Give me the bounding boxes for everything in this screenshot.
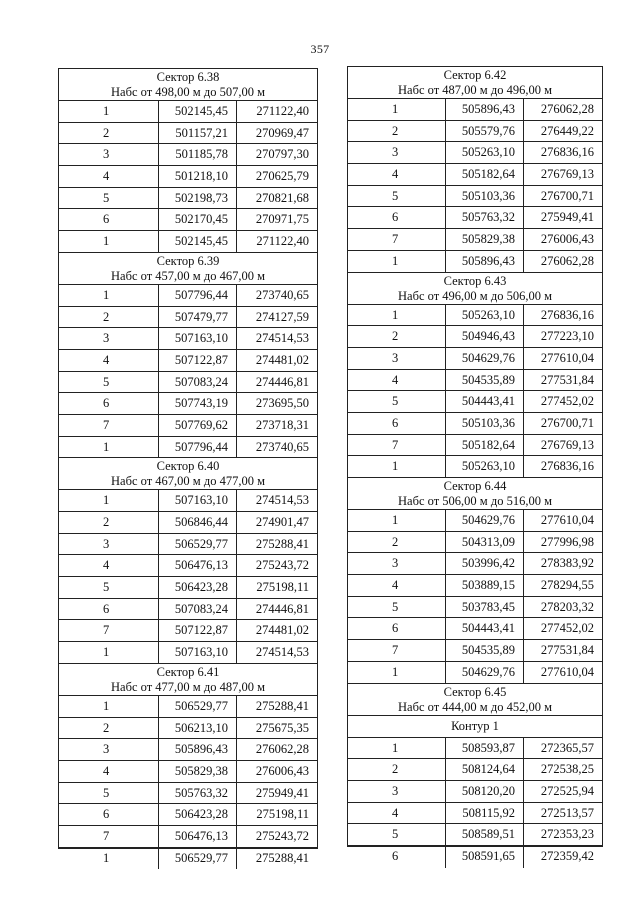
sector-title: Сектор 6.45 (443, 684, 507, 699)
x-coordinate: 505103,36 (446, 413, 524, 434)
table-row (59, 144, 317, 166)
point-number: 5 (348, 186, 446, 207)
point-number: 5 (348, 391, 446, 412)
table-row (59, 696, 317, 718)
x-coordinate: 506529,77 (159, 534, 237, 555)
table-row (348, 370, 602, 392)
x-coordinate: 503783,45 (446, 597, 524, 618)
y-coordinate: 276700,71 (540, 415, 594, 430)
x-coordinate: 507163,10 (159, 328, 237, 349)
table-row (59, 437, 317, 459)
y-coordinate: 276700,71 (540, 188, 594, 203)
table-row (59, 166, 317, 188)
y-coordinate: 276836,16 (540, 459, 594, 474)
table-row (59, 350, 317, 372)
table-row (59, 101, 317, 123)
y-coordinate: 277452,02 (540, 394, 594, 409)
y-coordinate: 277531,84 (540, 643, 594, 658)
sector-title: Сектор 6.41 (156, 664, 220, 679)
x-coordinate: 508591,65 (446, 846, 524, 868)
x-coordinate: 505763,32 (159, 783, 237, 804)
point-number: 1 (59, 848, 159, 870)
point-number: 1 (59, 696, 159, 717)
point-number: 1 (348, 456, 446, 477)
table-row (348, 803, 602, 825)
point-number: 1 (59, 231, 159, 252)
table-row (59, 804, 317, 826)
x-coordinate: 505829,38 (159, 761, 237, 782)
point-number: 4 (59, 555, 159, 576)
page-number: 357 (310, 42, 330, 56)
table-row (348, 553, 602, 575)
point-number: 1 (348, 510, 446, 531)
x-coordinate: 507479,77 (159, 307, 237, 328)
sector-range: Набс от 444,00 м до 452,00 м (398, 699, 552, 714)
y-coordinate: 276062,28 (255, 742, 309, 757)
y-coordinate: 273695,50 (255, 396, 309, 411)
x-coordinate: 508124,64 (446, 759, 524, 780)
point-number: 6 (59, 393, 159, 414)
table-row (348, 575, 602, 597)
point-number: 7 (59, 826, 159, 847)
sector-range: Набс от 457,00 м до 467,00 м (111, 268, 265, 283)
y-coordinate: 278383,92 (540, 556, 594, 571)
y-coordinate: 275288,41 (255, 850, 309, 865)
point-number: 1 (59, 437, 159, 458)
y-coordinate: 275288,41 (255, 698, 309, 713)
sector-header (59, 664, 317, 696)
x-coordinate: 505182,64 (446, 435, 524, 456)
table-row (348, 121, 602, 143)
table-row (59, 123, 317, 145)
sector-header (348, 684, 602, 716)
table-row (348, 391, 602, 413)
y-coordinate: 274901,47 (255, 515, 309, 529)
sector-header (59, 253, 317, 285)
point-number: 1 (59, 642, 159, 663)
table-row (348, 326, 602, 348)
point-number: 2 (348, 326, 446, 347)
y-coordinate: 278294,55 (540, 578, 594, 593)
point-number: 7 (59, 415, 159, 436)
y-coordinate: 270971,75 (255, 212, 309, 227)
y-coordinate: 272353,23 (540, 827, 594, 842)
point-number: 5 (59, 783, 159, 804)
sector-range: Набс от 467,00 м до 477,00 м (111, 474, 265, 489)
table-row (59, 620, 317, 642)
y-coordinate: 277531,84 (540, 372, 594, 387)
x-coordinate: 507083,24 (159, 372, 237, 393)
x-coordinate: 504535,89 (446, 370, 524, 391)
x-coordinate: 505896,43 (159, 739, 237, 760)
x-coordinate: 501157,21 (159, 123, 237, 144)
table-row (59, 642, 317, 664)
point-number: 6 (348, 846, 446, 868)
sector-title: Сектор 6.44 (443, 479, 507, 493)
point-number: 2 (59, 123, 159, 144)
table-row (59, 231, 317, 253)
x-coordinate: 508593,87 (446, 738, 524, 759)
x-coordinate: 507163,10 (159, 490, 237, 511)
point-number: 3 (59, 144, 159, 165)
x-coordinate: 504535,89 (446, 640, 524, 661)
x-coordinate: 508120,20 (446, 781, 524, 802)
table-row (59, 415, 317, 437)
x-coordinate: 504629,76 (446, 662, 524, 683)
sector-range: Набс от 498,00 м до 507,00 м (111, 85, 265, 99)
y-coordinate: 274514,53 (255, 645, 309, 660)
x-coordinate: 502145,45 (159, 231, 237, 252)
y-coordinate: 275243,72 (255, 828, 309, 843)
y-coordinate: 274446,81 (255, 374, 309, 389)
x-coordinate: 507796,44 (159, 437, 237, 458)
y-coordinate: 277610,04 (540, 350, 594, 365)
x-coordinate: 507122,87 (159, 620, 237, 641)
point-number: 2 (348, 532, 446, 553)
point-number: 4 (348, 164, 446, 185)
sector-title: Сектор 6.39 (156, 253, 220, 268)
x-coordinate: 504629,76 (446, 510, 524, 531)
x-coordinate: 506476,13 (159, 826, 237, 847)
point-number: 6 (348, 413, 446, 434)
y-coordinate: 275198,11 (256, 807, 309, 822)
table-row (348, 824, 602, 846)
y-coordinate: 275675,35 (255, 720, 309, 735)
table-row (348, 99, 602, 121)
y-coordinate: 273740,65 (255, 287, 309, 302)
point-number: 1 (348, 662, 446, 683)
y-coordinate: 272538,25 (540, 762, 594, 777)
table-row (348, 186, 602, 208)
left-coordinates-table (58, 68, 318, 865)
table-row (348, 662, 602, 684)
table-row (348, 597, 602, 619)
y-coordinate: 270969,47 (255, 125, 309, 140)
sector-title: Сектор 6.40 (156, 459, 220, 474)
x-coordinate: 504946,43 (446, 326, 524, 347)
y-coordinate: 274481,02 (255, 623, 309, 638)
table-row (59, 739, 317, 761)
sector-range: Набс от 487,00 м до 496,00 м (398, 83, 552, 97)
point-number: 3 (59, 328, 159, 349)
y-coordinate: 274127,59 (255, 309, 309, 324)
y-coordinate: 274514,53 (255, 493, 309, 508)
contour-label: Контур 1 (348, 716, 602, 738)
y-coordinate: 272365,57 (540, 740, 594, 755)
table-row (59, 534, 317, 556)
table-row (59, 577, 317, 599)
y-coordinate: 276769,13 (540, 167, 594, 182)
y-coordinate: 277452,02 (540, 621, 594, 636)
point-number: 5 (348, 597, 446, 618)
point-number: 4 (348, 575, 446, 596)
sector-range: Набс от 496,00 м до 506,00 м (398, 288, 552, 303)
y-coordinate: 277223,10 (540, 329, 594, 344)
x-coordinate: 505263,10 (446, 142, 524, 163)
y-coordinate: 276062,28 (540, 253, 594, 268)
y-coordinate: 270821,68 (255, 190, 309, 205)
point-number: 1 (348, 738, 446, 759)
table-row (348, 251, 602, 273)
table-row (348, 759, 602, 781)
table-row (348, 348, 602, 370)
y-coordinate: 271122,40 (256, 104, 309, 118)
table-row (59, 512, 317, 534)
y-coordinate: 276449,22 (540, 123, 594, 138)
y-coordinate: 275949,41 (540, 210, 594, 225)
x-coordinate: 504443,41 (446, 391, 524, 412)
y-coordinate: 276006,43 (540, 232, 594, 247)
x-coordinate: 501185,78 (159, 144, 237, 165)
table-row (59, 328, 317, 350)
y-coordinate: 276062,28 (540, 102, 594, 116)
x-coordinate: 504629,76 (446, 348, 524, 369)
sector-range: Набс от 506,00 м до 516,00 м (398, 494, 552, 508)
table-row (348, 142, 602, 164)
table-row (348, 846, 602, 868)
point-number: 2 (59, 718, 159, 739)
point-number: 4 (348, 803, 446, 824)
point-number: 6 (59, 804, 159, 825)
table-row (59, 372, 317, 394)
x-coordinate: 506529,77 (159, 696, 237, 717)
y-coordinate: 275243,72 (255, 558, 309, 573)
y-coordinate: 270625,79 (255, 169, 309, 184)
x-coordinate: 506846,44 (159, 512, 237, 533)
table-row (348, 618, 602, 640)
x-coordinate: 505829,38 (446, 229, 524, 250)
point-number: 2 (348, 121, 446, 142)
point-number: 3 (59, 739, 159, 760)
y-coordinate: 277996,98 (540, 534, 594, 549)
table-row (348, 413, 602, 435)
point-number: 2 (59, 307, 159, 328)
table-row (59, 285, 317, 307)
point-number: 1 (348, 305, 446, 326)
x-coordinate: 506529,77 (159, 848, 237, 870)
sector-range: Набс от 477,00 м до 487,00 м (111, 679, 265, 694)
sector-header (348, 273, 602, 305)
table-row (59, 599, 317, 621)
y-coordinate: 271122,40 (256, 234, 309, 249)
point-number: 5 (59, 577, 159, 598)
x-coordinate: 506476,13 (159, 555, 237, 576)
point-number: 7 (348, 435, 446, 456)
table-row (348, 781, 602, 803)
point-number: 2 (348, 759, 446, 780)
y-coordinate: 275949,41 (255, 785, 309, 800)
table-row (59, 761, 317, 783)
table-row (59, 490, 317, 512)
y-coordinate: 273718,31 (255, 417, 309, 432)
point-number: 1 (59, 490, 159, 511)
y-coordinate: 276836,16 (540, 145, 594, 160)
x-coordinate: 507163,10 (159, 642, 237, 663)
sector-header (348, 478, 602, 510)
point-number: 1 (348, 251, 446, 272)
x-coordinate: 506423,28 (159, 804, 237, 825)
table-row (59, 826, 317, 848)
sector-title: Сектор 6.38 (156, 70, 220, 84)
x-coordinate: 506423,28 (159, 577, 237, 598)
y-coordinate: 275288,41 (255, 536, 309, 551)
sector-header (59, 458, 317, 490)
y-coordinate: 272513,57 (540, 805, 594, 820)
point-number: 6 (59, 209, 159, 230)
x-coordinate: 505182,64 (446, 164, 524, 185)
point-number: 7 (348, 229, 446, 250)
table-row (348, 207, 602, 229)
x-coordinate: 503889,15 (446, 575, 524, 596)
table-row (348, 640, 602, 662)
point-number: 7 (59, 620, 159, 641)
x-coordinate: 502145,45 (159, 101, 237, 122)
x-coordinate: 502198,73 (159, 188, 237, 209)
y-coordinate: 277610,04 (540, 664, 594, 679)
table-row (348, 305, 602, 327)
table-row (348, 229, 602, 251)
x-coordinate: 508589,51 (446, 824, 524, 845)
y-coordinate: 277610,04 (540, 513, 594, 527)
x-coordinate: 505896,43 (446, 251, 524, 272)
point-number: 1 (59, 285, 159, 306)
table-row (59, 718, 317, 740)
x-coordinate: 505763,32 (446, 207, 524, 228)
x-coordinate: 502170,45 (159, 209, 237, 230)
sector-title: Сектор 6.42 (443, 68, 507, 82)
x-coordinate: 507796,44 (159, 285, 237, 306)
y-coordinate: 272359,42 (540, 848, 594, 863)
point-number: 6 (59, 599, 159, 620)
sector-header (59, 69, 317, 101)
x-coordinate: 505263,10 (446, 456, 524, 477)
table-row (59, 783, 317, 805)
table-row (348, 738, 602, 760)
point-number: 3 (348, 348, 446, 369)
x-coordinate: 507122,87 (159, 350, 237, 371)
table-row (59, 555, 317, 577)
x-coordinate: 507743,19 (159, 393, 237, 414)
x-coordinate: 501218,10 (159, 166, 237, 187)
x-coordinate: 505263,10 (446, 305, 524, 326)
table-row (348, 435, 602, 457)
table-row (59, 307, 317, 329)
point-number: 3 (59, 534, 159, 555)
table-row (59, 393, 317, 415)
point-number: 1 (348, 99, 446, 120)
x-coordinate: 507769,62 (159, 415, 237, 436)
y-coordinate: 278203,32 (540, 599, 594, 614)
y-coordinate: 274514,53 (255, 331, 309, 346)
point-number: 5 (348, 824, 446, 845)
point-number: 3 (348, 781, 446, 802)
table-row (348, 456, 602, 478)
point-number: 6 (348, 207, 446, 228)
x-coordinate: 505896,43 (446, 99, 524, 120)
point-number: 1 (59, 101, 159, 122)
y-coordinate: 272525,94 (540, 783, 594, 798)
y-coordinate: 275198,11 (256, 580, 309, 595)
table-row (59, 848, 317, 870)
sector-header (348, 67, 602, 99)
point-number: 4 (59, 761, 159, 782)
x-coordinate: 504313,09 (446, 532, 524, 553)
table-row (348, 164, 602, 186)
y-coordinate: 276836,16 (540, 307, 594, 322)
table-row (59, 209, 317, 231)
x-coordinate: 504443,41 (446, 618, 524, 639)
point-number: 5 (59, 372, 159, 393)
x-coordinate: 505103,36 (446, 186, 524, 207)
y-coordinate: 270797,30 (255, 147, 309, 162)
point-number: 4 (59, 166, 159, 187)
x-coordinate: 503996,42 (446, 553, 524, 574)
x-coordinate: 505579,76 (446, 121, 524, 142)
point-number: 6 (348, 618, 446, 639)
right-coordinates-table (347, 66, 603, 863)
point-number: 2 (59, 512, 159, 533)
y-coordinate: 276006,43 (255, 763, 309, 778)
table-row (59, 188, 317, 210)
x-coordinate: 506213,10 (159, 718, 237, 739)
y-coordinate: 274481,02 (255, 352, 309, 367)
x-coordinate: 508115,92 (446, 803, 524, 824)
y-coordinate: 273740,65 (255, 439, 309, 454)
point-number: 4 (348, 370, 446, 391)
y-coordinate: 274446,81 (255, 601, 309, 616)
sector-title: Сектор 6.43 (443, 273, 507, 288)
y-coordinate: 276769,13 (540, 437, 594, 452)
point-number: 5 (59, 188, 159, 209)
table-row (348, 510, 602, 532)
x-coordinate: 507083,24 (159, 599, 237, 620)
point-number: 3 (348, 553, 446, 574)
table-row (348, 532, 602, 554)
point-number: 7 (348, 640, 446, 661)
point-number: 3 (348, 142, 446, 163)
point-number: 4 (59, 350, 159, 371)
